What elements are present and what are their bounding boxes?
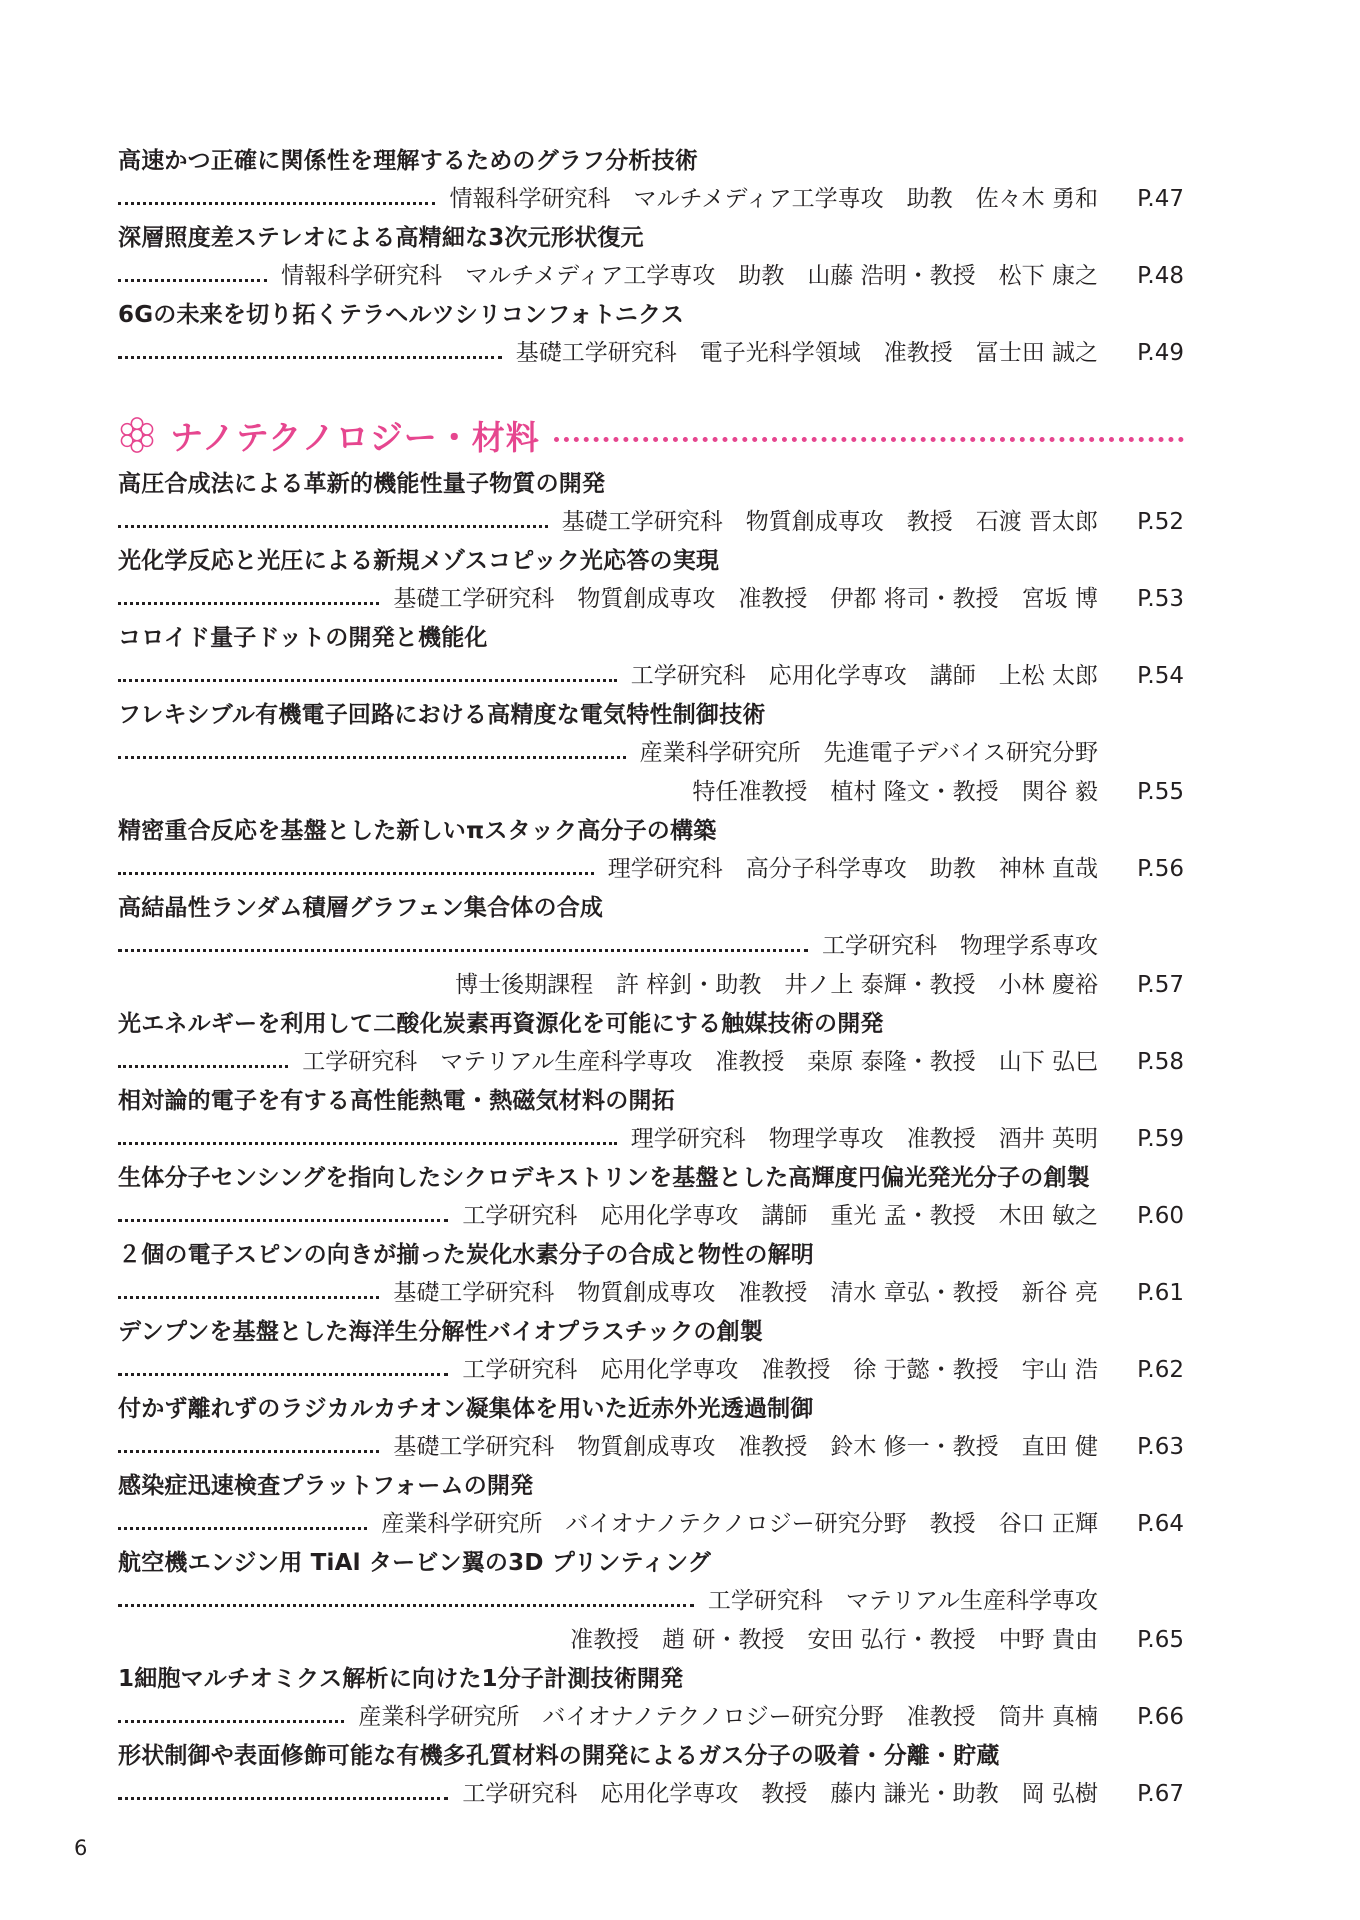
entry-affiliation: 工学研究科 応用化学専攻 准教授 徐 于懿・教授 宇山 浩 [462, 1357, 1098, 1383]
entry-title: デンプンを基盤とした海洋生分解性バイオプラスチックの創製 [118, 1319, 763, 1345]
entry-title: 生体分子センシングを指向したシクロデキストリンを基盤とした高輝度円偏光発光分子の創製 [118, 1165, 1090, 1191]
leader-dots [118, 1142, 617, 1145]
leader-dots [118, 202, 435, 205]
entry-title: 6Gの未来を切り拓くテラヘルツシリコンフォトニクス [118, 302, 685, 328]
entry-title: 光化学反応と光圧による新規メゾスコピック光応答の実現 [118, 548, 720, 574]
entry-page-ref[interactable]: P.66 [1137, 1704, 1184, 1730]
entry-affiliation-line [118, 1197, 1184, 1236]
entry-affiliation: 情報科学研究科 マルチメディア工学専攻 助教 佐々木 勇和 [449, 186, 1098, 212]
entry-page-ref[interactable]: P.58 [1137, 1049, 1184, 1075]
entry-title: 高結晶性ランダム積層グラフェン集合体の合成 [118, 895, 604, 921]
entry-affiliation-line [118, 657, 1184, 696]
entry-affiliation-line-2 [118, 773, 1184, 812]
leader-dots [118, 602, 379, 605]
entry-title: 形状制御や表面修飾可能な有機多孔質材料の開発によるガス分子の吸着・分離・貯蔵 [118, 1743, 1000, 1769]
toc-entry[interactable] [118, 542, 1184, 619]
entry-title: ２個の電子スピンの向きが揃った炭化水素分子の合成と物性の解明 [118, 1242, 814, 1268]
entry-page-ref[interactable]: P.61 [1137, 1280, 1184, 1306]
entry-affiliation: 情報科学研究科 マルチメディア工学専攻 助教 山藤 浩明・教授 松下 康之 [281, 263, 1098, 289]
entry-affiliation: 理学研究科 高分子科学専攻 助教 神林 直哉 [607, 856, 1098, 882]
entry-affiliation-line [118, 580, 1184, 619]
entry-affiliation-line [118, 503, 1184, 542]
entry-affiliation: 工学研究科 応用化学専攻 教授 藤内 謙光・助教 岡 弘樹 [462, 1781, 1098, 1807]
toc-entry[interactable] [118, 1313, 1184, 1390]
entry-affiliation: 工学研究科 マテリアル生産科学専攻 准教授 桒原 泰隆・教授 山下 弘巳 [302, 1049, 1098, 1075]
entry-title: コロイド量子ドットの開発と機能化 [118, 625, 488, 651]
leader-dots [118, 279, 267, 282]
toc-entry[interactable] [118, 619, 1184, 696]
section-title: ナノテクノロジー・材料 [170, 417, 540, 457]
toc-entry[interactable] [118, 219, 1184, 296]
entry-authors: 博士後期課程 許 梓釗・助教 井ノ上 泰輝・教授 小林 慶裕 [455, 972, 1098, 998]
leader-dots [118, 949, 808, 952]
entry-affiliation: 工学研究科 マテリアル生産科学専攻 [707, 1588, 1098, 1614]
entry-affiliation-line-2 [118, 1621, 1184, 1660]
leader-dots [118, 679, 617, 682]
leader-dots [118, 1065, 288, 1068]
entry-affiliation: 基礎工学研究科 物質創成専攻 准教授 伊都 将司・教授 宮坂 博 [393, 586, 1098, 612]
leader-dots [118, 525, 548, 528]
entry-affiliation-line [118, 334, 1184, 373]
entry-title: 光エネルギーを利用して二酸化炭素再資源化を可能にする触媒技術の開発 [118, 1011, 884, 1037]
entry-affiliation: 工学研究科 応用化学専攻 講師 上松 太郎 [630, 663, 1098, 689]
toc-entry[interactable] [118, 296, 1184, 373]
toc-entry[interactable] [118, 1660, 1184, 1737]
entry-affiliation-line [118, 1582, 1184, 1621]
toc-entry[interactable] [118, 1159, 1184, 1236]
entry-affiliation: 基礎工学研究科 物質創成専攻 教授 石渡 晋太郎 [561, 509, 1098, 535]
entry-affiliation: 産業科学研究所 先進電子デバイス研究分野 [639, 740, 1098, 766]
flower-pattern-icon [118, 416, 156, 454]
entry-affiliation-line [118, 1698, 1184, 1737]
entry-page-ref[interactable]: P.65 [1137, 1627, 1184, 1653]
entry-authors: 准教授 趙 研・教授 安田 弘行・教授 中野 貴由 [570, 1627, 1098, 1653]
entry-affiliation: 理学研究科 物理学専攻 准教授 酒井 英明 [630, 1126, 1098, 1152]
toc-entry[interactable] [118, 142, 1184, 219]
entry-affiliation: 基礎工学研究科 物質創成専攻 准教授 清水 章弘・教授 新谷 亮 [393, 1280, 1098, 1306]
entry-authors: 特任准教授 植村 隆文・教授 関谷 毅 [692, 779, 1098, 805]
entry-affiliation-line [118, 850, 1184, 889]
toc-list-top [118, 142, 1184, 373]
toc-entry[interactable] [118, 1544, 1184, 1660]
entry-title: 深層照度差ステレオによる高精細な3次元形状復元 [118, 225, 644, 251]
section-leader-dots [554, 437, 1184, 442]
toc-entry[interactable] [118, 1005, 1184, 1082]
entry-page-ref[interactable]: P.48 [1137, 263, 1184, 289]
entry-affiliation-line [118, 1505, 1184, 1544]
leader-dots [118, 1720, 344, 1723]
entry-affiliation: 工学研究科 物理学系専攻 [822, 933, 1098, 959]
entry-title: 相対論的電子を有する高性能熱電・熱磁気材料の開拓 [118, 1088, 675, 1114]
entry-page-ref[interactable]: P.60 [1137, 1203, 1184, 1229]
entry-page-ref[interactable]: P.59 [1137, 1126, 1184, 1152]
entry-affiliation-line [118, 927, 1184, 966]
entry-affiliation-line [118, 1274, 1184, 1313]
leader-dots [118, 356, 502, 359]
toc-entry[interactable] [118, 1236, 1184, 1313]
entry-affiliation: 産業科学研究所 バイオナノテクノロジー研究分野 准教授 筒井 真楠 [358, 1704, 1098, 1730]
toc-entry[interactable] [118, 1467, 1184, 1544]
entry-title: 1細胞マルチオミクス解析に向けた1分子計測技術開発 [118, 1666, 684, 1692]
toc-entry[interactable] [118, 1737, 1184, 1814]
entry-title: 感染症迅速検査プラットフォームの開発 [118, 1473, 534, 1499]
entry-page-ref[interactable]: P.49 [1137, 340, 1184, 366]
entry-affiliation-line [118, 1775, 1184, 1814]
entry-title: 付かず離れずのラジカルカチオン凝集体を用いた近赤外光透過制御 [118, 1396, 814, 1422]
leader-dots [118, 756, 626, 759]
leader-dots [118, 1296, 379, 1299]
toc-entry[interactable] [118, 1082, 1184, 1159]
entry-page-ref[interactable]: P.63 [1137, 1434, 1184, 1460]
entry-affiliation: 基礎工学研究科 物質創成専攻 准教授 鈴木 修一・教授 直田 健 [393, 1434, 1098, 1460]
entry-affiliation: 基礎工学研究科 電子光科学領域 准教授 冨士田 誠之 [515, 340, 1098, 366]
leader-dots [118, 1219, 448, 1222]
entry-affiliation-line [118, 180, 1184, 219]
entry-title: 高速かつ正確に関係性を理解するためのグラフ分析技術 [118, 148, 698, 174]
entry-affiliation: 産業科学研究所 バイオナノテクノロジー研究分野 教授 谷口 正輝 [381, 1511, 1098, 1537]
entry-affiliation-line [118, 257, 1184, 296]
entry-affiliation-line [118, 1043, 1184, 1082]
entry-affiliation-line-2 [118, 966, 1184, 1005]
page-number: 6 [74, 1836, 88, 1860]
entry-affiliation: 工学研究科 応用化学専攻 講師 重光 孟・教授 木田 敏之 [462, 1203, 1098, 1229]
entry-affiliation-line [118, 1428, 1184, 1467]
entry-page-ref[interactable]: P.62 [1137, 1357, 1184, 1383]
entry-affiliation-line [118, 1351, 1184, 1390]
entry-page-ref[interactable]: P.64 [1137, 1511, 1184, 1537]
entry-page-ref[interactable]: P.67 [1137, 1781, 1184, 1807]
leader-dots [118, 1797, 448, 1800]
toc-entry[interactable] [118, 465, 1184, 542]
toc-entry[interactable] [118, 812, 1184, 889]
leader-dots [118, 872, 594, 875]
entry-page-ref[interactable]: P.54 [1137, 663, 1184, 689]
leader-dots [118, 1373, 448, 1376]
entry-affiliation-line [118, 734, 1184, 773]
entry-title: フレキシブル有機電子回路における高精度な電気特性制御技術 [118, 702, 766, 728]
entry-page-ref[interactable]: P.52 [1137, 509, 1184, 535]
entry-page-ref[interactable]: P.53 [1137, 586, 1184, 612]
entry-title: 精密重合反応を基盤とした新しいπスタック高分子の構築 [118, 818, 717, 844]
entry-page-ref[interactable]: P.47 [1137, 186, 1184, 212]
entry-page-ref[interactable]: P.56 [1137, 856, 1184, 882]
leader-dots [118, 1604, 694, 1607]
entry-title: 高圧合成法による革新的機能性量子物質の開発 [118, 471, 606, 497]
section-header [118, 412, 1184, 458]
toc-entry[interactable] [118, 696, 1184, 812]
entry-affiliation-line [118, 1120, 1184, 1159]
toc-list-nanotech [118, 465, 1184, 1814]
entry-page-ref[interactable]: P.57 [1137, 972, 1184, 998]
leader-dots [118, 1450, 379, 1453]
toc-entry[interactable] [118, 1390, 1184, 1467]
entry-title: 航空機エンジン用 TiAl タービン翼の3D プリンティング [118, 1550, 712, 1576]
entry-page-ref[interactable]: P.55 [1137, 779, 1184, 805]
toc-entry[interactable] [118, 889, 1184, 1005]
leader-dots [118, 1527, 367, 1530]
